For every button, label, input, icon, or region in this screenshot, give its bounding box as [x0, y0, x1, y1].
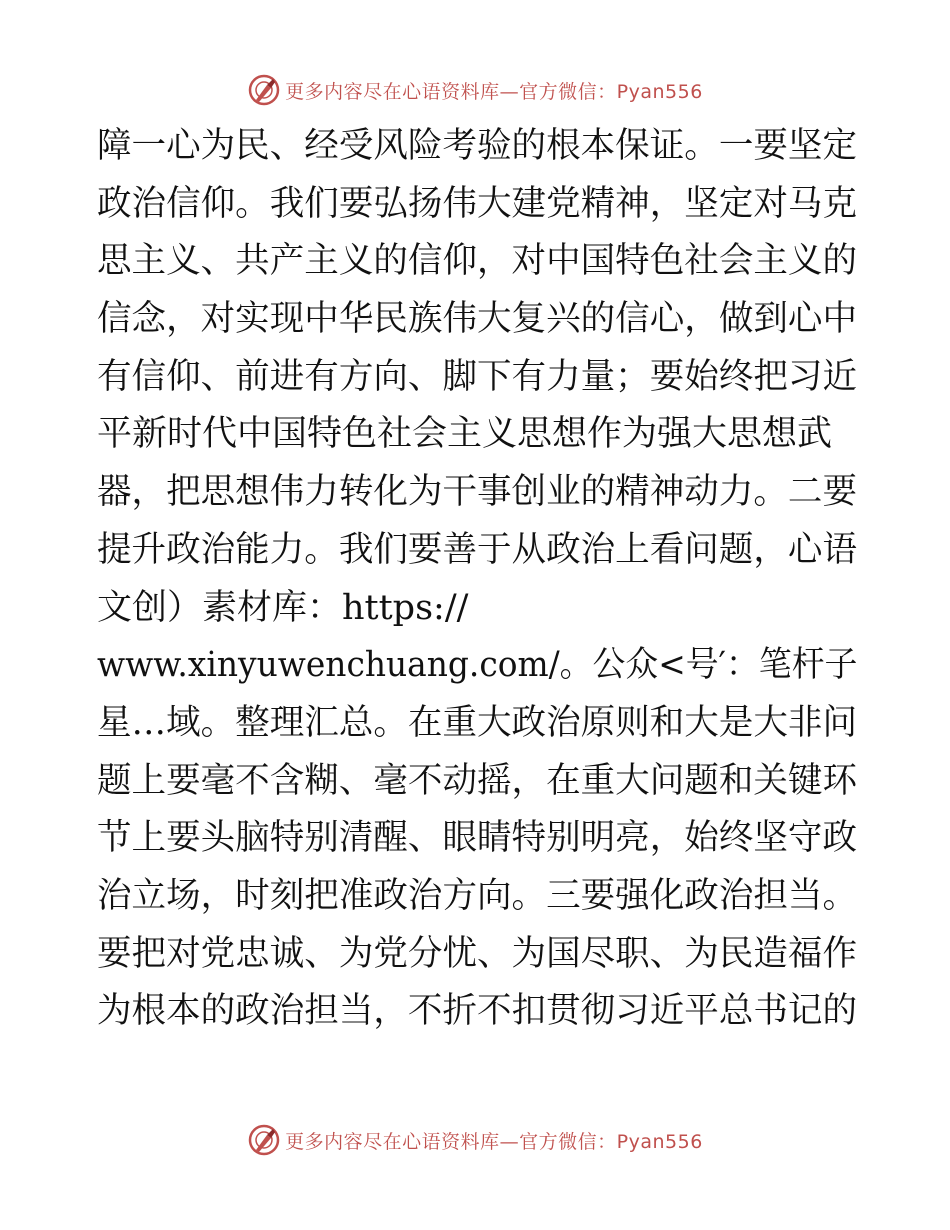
text-line: 星…域。整理汇总。在重大政治原则和大是大非问 [97, 702, 858, 743]
text-line: 治立场，时刻把准政治方向。三要强化政治担当。 [97, 875, 858, 916]
pen-nib-logo-icon [247, 1123, 281, 1157]
pen-nib-logo-icon [247, 73, 281, 107]
text-line: www.xinyuwenchuang.com/。公众<号′：笔杆子 [97, 645, 858, 686]
text-line: 思主义、共产主义的信仰，对中国特色社会主义的 [97, 241, 858, 282]
text-line: 提升政治能力。我们要善于从政治上看问题，心语 [97, 529, 858, 570]
text-line: 器，把思想伟力转化为干事创业的精神动力。二要 [97, 472, 858, 513]
text-line: 题上要毫不含糊、毫不动摇，在重大问题和关键环 [97, 760, 858, 801]
footer-banner-label: 更多内容尽在心语资料库—官方微信： [285, 1130, 617, 1153]
text-line: 为根本的政治担当，不折不扣贯彻习近平总书记的 [97, 991, 858, 1032]
footer-wechat-id: Pyan556 [616, 1130, 703, 1153]
text-line: 要把对党忠诚、为党分忧、为国尽职、为民造福作 [97, 933, 858, 974]
header-banner-text [285, 77, 703, 104]
header-banner-label: 更多内容尽在心语资料库—官方微信： [285, 80, 617, 103]
text-line: 节上要头脑特别清醒、眼睛特别明亮，始终坚守政 [97, 818, 858, 859]
document-body [97, 118, 857, 1041]
header-wechat-id: Pyan556 [616, 80, 703, 103]
text-line: 有信仰、前进有方向、脚下有力量；要始终把习近 [97, 356, 858, 397]
text-line: 障一心为民、经受风险考验的根本保证。一要坚定 [97, 126, 858, 166]
text-line: 文创）素材库：https:// [97, 587, 469, 628]
footer-banner [0, 1120, 950, 1160]
text-line: 信念，对实现中华民族伟大复兴的信心，做到心中 [97, 299, 858, 340]
header-banner [0, 70, 950, 110]
text-line: 政治信仰。我们要弘扬伟大建党精神，坚定对马克 [97, 183, 858, 224]
text-line: 平新时代中国特色社会主义思想作为强大思想武 [97, 414, 833, 455]
footer-banner-text [285, 1127, 703, 1154]
